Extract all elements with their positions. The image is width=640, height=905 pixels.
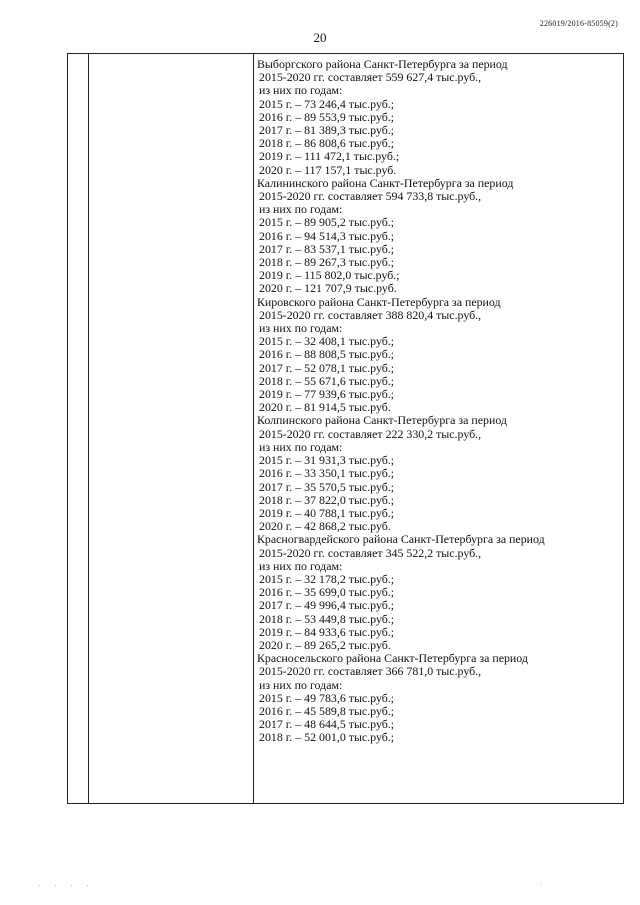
district-subtitle: из них по годам: [259, 558, 343, 573]
district-block [257, 533, 619, 652]
district-block [257, 177, 619, 296]
table-column-divider-2 [253, 54, 254, 803]
year-amount-line: 2017 г. – 48 644,5 тыс.руб.; [259, 717, 395, 732]
year-amount-line: 2016 г. – 33 350,1 тыс.руб.; [259, 466, 395, 481]
year-amount-line: 2016 г. – 35 699,0 тыс.руб.; [259, 585, 395, 600]
district-block [257, 414, 619, 533]
page-number: 20 [313, 30, 327, 45]
district-title: Калининского района Санкт-Петербурга за период [257, 175, 514, 190]
district-title: Красногвардейского района Санкт-Петербурга за период [257, 532, 545, 547]
district-total: 2015-2020 гг. составляет 222 330,2 тыс.руб., [259, 426, 482, 441]
year-amount-line: 2019 г. – 40 788,1 тыс.руб.; [259, 505, 395, 520]
year-amount-line: 2019 г. – 77 939,6 тыс.руб.; [259, 387, 395, 402]
year-amount-line: 2016 г. – 88 808,5 тыс.руб.; [259, 347, 395, 362]
year-amount-line: 2017 г. – 49 996,4 тыс.руб.; [259, 598, 395, 613]
district-total: 2015-2020 гг. составляет 345 522,2 тыс.руб., [259, 545, 482, 560]
year-amount-line: 2015 г. – 31 931,3 тыс.руб.; [259, 453, 395, 468]
district-subtitle: из них по годам: [259, 202, 343, 217]
year-amount-line: 2018 г. – 86 808,6 тыс.руб.; [259, 136, 395, 151]
year-amount-line: 2019 г. – 115 802,0 тыс.руб.; [259, 268, 400, 283]
year-amount-line: 2020 г. – 81 914,5 тыс.руб. [259, 400, 391, 415]
district-block [257, 58, 619, 177]
year-amount-line: 2017 г. – 81 389,3 тыс.руб.; [259, 123, 395, 138]
year-amount-line: 2015 г. – 89 905,2 тыс.руб.; [259, 215, 395, 230]
district-total: 2015-2020 гг. составляет 366 781,0 тыс.руб., [259, 664, 482, 679]
district-subtitle: из них по годам: [259, 83, 343, 98]
district-block [257, 652, 619, 744]
district-total: 2015-2020 гг. составляет 594 733,8 тыс.руб., [259, 189, 482, 204]
year-amount-line: 2017 г. – 83 537,1 тыс.руб.; [259, 241, 395, 256]
year-amount-line: 2018 г. – 52 001,0 тыс.руб.; [259, 730, 395, 745]
year-amount-line: 2015 г. – 49 783,6 тыс.руб.; [259, 690, 395, 705]
year-amount-line: 2019 г. – 84 933,6 тыс.руб.; [259, 624, 395, 639]
year-amount-line: 2018 г. – 53 449,8 тыс.руб.; [259, 611, 395, 626]
year-amount-line: 2020 г. – 89 265,2 тыс.руб. [259, 637, 391, 652]
year-amount-line: 2018 г. – 89 267,3 тыс.руб.; [259, 255, 395, 270]
year-amount-line: 2016 г. – 94 514,3 тыс.руб.; [259, 228, 395, 243]
table-cell-text [257, 58, 619, 745]
district-title: Кировского района Санкт-Петербурга за период [257, 294, 501, 309]
table-column-divider-1 [88, 54, 89, 803]
district-subtitle: из них по годам: [259, 677, 343, 692]
scan-artifact-dots: · · · · [38, 882, 95, 890]
district-subtitle: из них по годам: [259, 439, 343, 454]
district-title: Красносельского района Санкт-Петербурга за период [257, 651, 528, 666]
document-number: 226019/2016-85059(2) [539, 19, 618, 28]
year-amount-line: 2015 г. – 73 246,4 тыс.руб.; [259, 96, 395, 111]
district-total: 2015-2020 гг. составляет 559 627,4 тыс.руб., [259, 70, 482, 85]
year-amount-line: 2017 г. – 52 078,1 тыс.руб.; [259, 360, 395, 375]
year-amount-line: 2016 г. – 89 553,9 тыс.руб.; [259, 109, 395, 124]
district-title: Колпинского района Санкт-Петербурга за период [257, 413, 507, 428]
budget-table [67, 53, 624, 804]
district-block [257, 296, 619, 415]
year-amount-line: 2020 г. – 117 157,1 тыс.руб. [259, 162, 397, 177]
year-amount-line: 2018 г. – 55 671,6 тыс.руб.; [259, 373, 395, 388]
year-amount-line: 2017 г. – 35 570,5 тыс.руб.; [259, 479, 395, 494]
year-amount-line: 2015 г. – 32 178,2 тыс.руб.; [259, 571, 395, 586]
district-title: Выборгского района Санкт-Петербурга за период [257, 57, 508, 71]
year-amount-line: 2018 г. – 37 822,0 тыс.руб.; [259, 492, 395, 507]
scan-artifact-mark: · [540, 880, 543, 888]
year-amount-line: 2020 г. – 42 868,2 тыс.руб. [259, 519, 391, 534]
year-amount-line: 2019 г. – 111 472,1 тыс.руб.; [259, 149, 400, 164]
district-total: 2015-2020 гг. составляет 388 820,4 тыс.руб., [259, 307, 482, 322]
year-amount-line: 2016 г. – 45 589,8 тыс.руб.; [259, 703, 395, 718]
district-subtitle: из них по годам: [259, 321, 343, 336]
year-amount-line: 2020 г. – 121 707,9 тыс.руб. [259, 281, 397, 296]
year-amount-line: 2015 г. – 32 408,1 тыс.руб.; [259, 334, 395, 349]
